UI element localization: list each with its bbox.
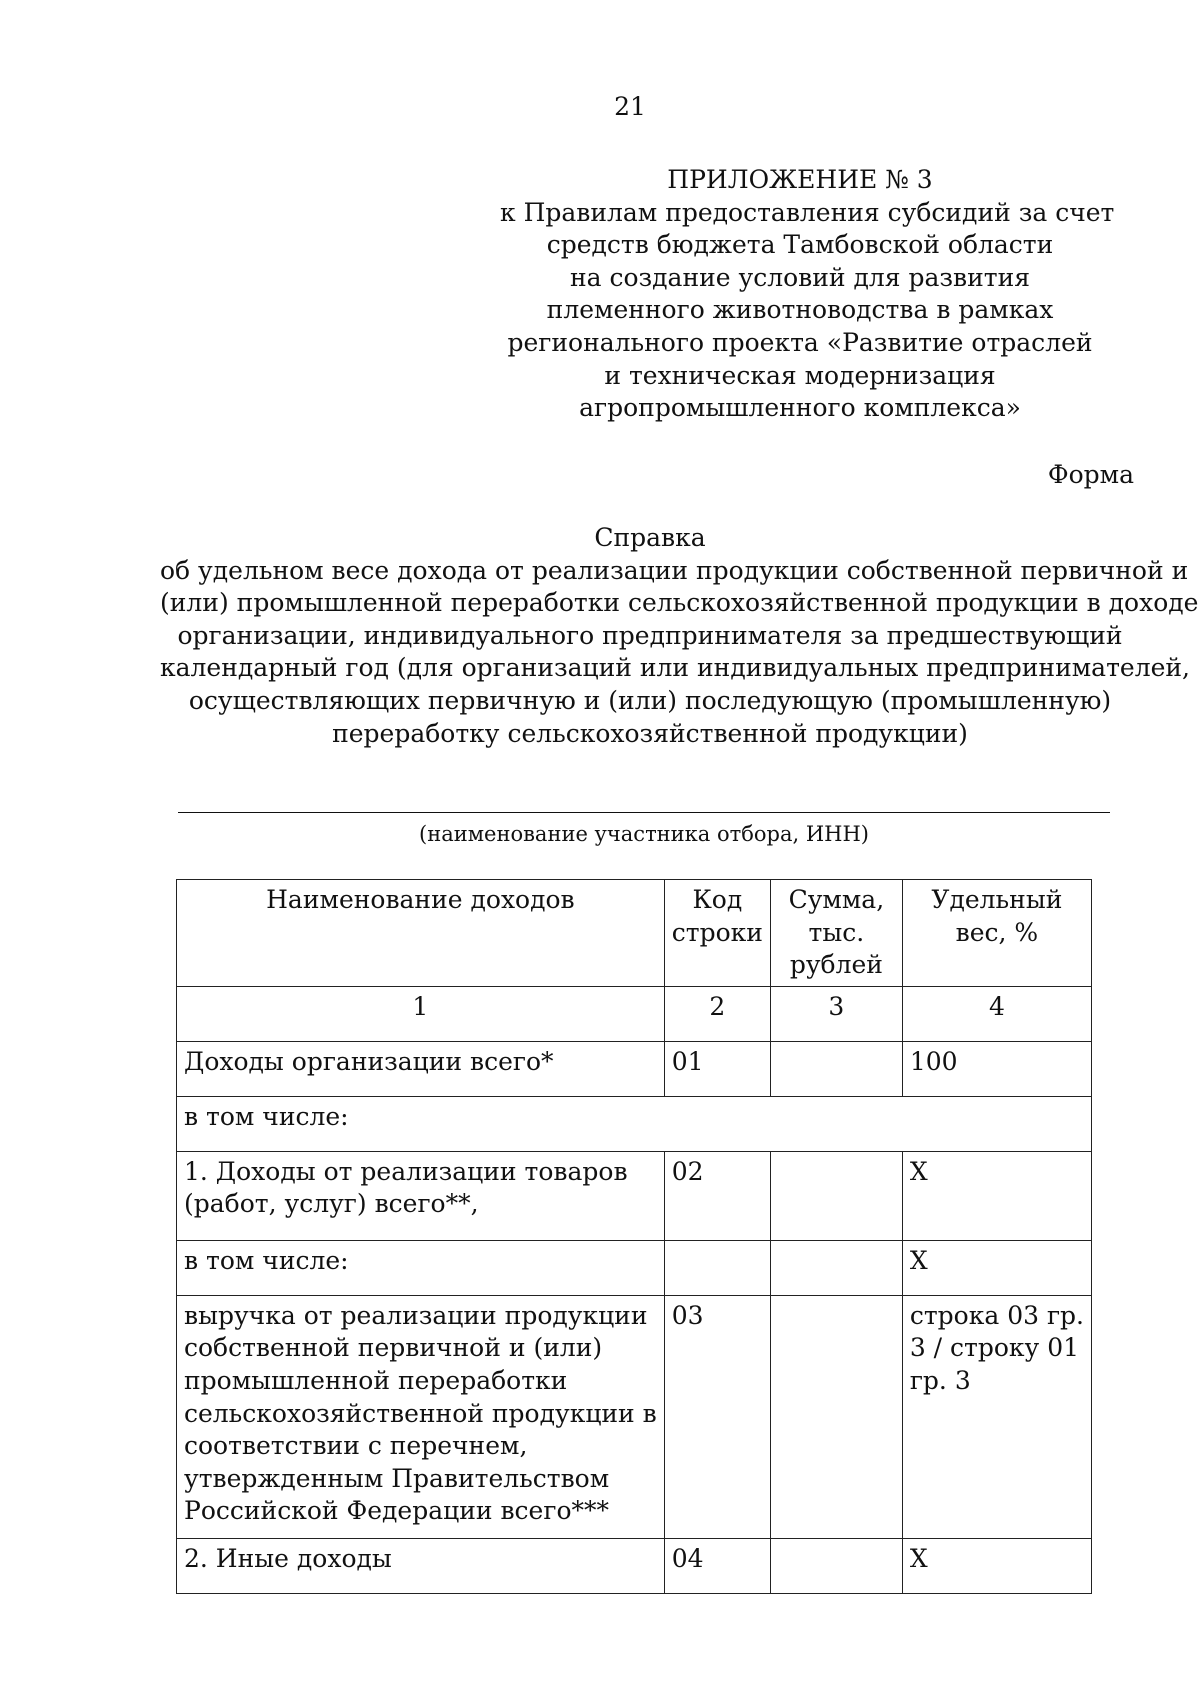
row-name-line: утвержденным Правительством: [184, 1463, 610, 1493]
title-line: переработку сельскохозяйственной продукции): [332, 718, 968, 748]
header-weight: [902, 880, 1091, 987]
header-code: [664, 880, 770, 987]
row-code: [664, 1240, 770, 1295]
appendix-line: регионального проекта «Развитие отраслей: [507, 327, 1093, 357]
header-code-line: Код: [692, 885, 743, 914]
appendix-line: агропромышленного комплекса»: [579, 393, 1021, 423]
title-line: Справка: [594, 523, 706, 552]
header-sum: [770, 880, 902, 987]
table-row: [177, 1295, 1092, 1538]
row-name: 2. Иные доходы: [177, 1538, 665, 1593]
row-name-line: собственной первичной и (или): [184, 1333, 603, 1363]
row-weight: Х: [902, 1151, 1091, 1240]
header-name-text: Наименование доходов: [266, 885, 575, 914]
row-sum-cell[interactable]: [770, 1538, 902, 1593]
row-code: 02: [664, 1151, 770, 1240]
row-weight: 100: [902, 1041, 1091, 1096]
row-name-line: (работ, услуг) всего**,: [184, 1189, 479, 1219]
title-line: об удельном весе дохода от реализации продукции собственной первичной и: [160, 555, 1189, 585]
row-code: 03: [664, 1295, 770, 1538]
row-weight-line: строка 03 гр.: [909, 1300, 1084, 1330]
title-line: календарный год (для организаций или индивидуальных предпринимателей,: [160, 653, 1190, 683]
row-weight: Х: [902, 1538, 1091, 1593]
table-header-row: [177, 880, 1092, 987]
row-name-line: сельскохозяйственной продукции в: [184, 1398, 657, 1428]
row-code: 04: [664, 1538, 770, 1593]
form-label: Форма: [1047, 460, 1134, 489]
title-line: организации, индивидуального предпринимателя за предшествующий: [177, 620, 1123, 650]
row-name: [177, 1151, 665, 1240]
header-sum-line: Сумма, тыс.: [788, 885, 885, 947]
appendix-line: ПРИЛОЖЕНИЕ № 3: [667, 165, 933, 194]
column-number: 4: [902, 986, 1091, 1041]
appendix-line: средств бюджета Тамбовской области: [546, 230, 1054, 260]
header-code-line: строки: [671, 917, 763, 947]
row-name: в том числе:: [177, 1096, 1092, 1151]
row-sum-cell[interactable]: [770, 1151, 902, 1240]
row-name: [177, 1295, 665, 1538]
row-name-line: 1. Доходы от реализации товаров: [184, 1156, 628, 1186]
appendix-line: и техническая модернизация: [604, 360, 996, 390]
row-sum-cell[interactable]: [770, 1041, 902, 1096]
appendix-line: к Правилам предоставления субсидий за счет: [500, 197, 1115, 227]
header-weight-line: Удельный: [931, 885, 1063, 914]
appendix-line: на создание условий для развития: [569, 262, 1031, 292]
row-weight: [902, 1295, 1091, 1538]
row-weight-line: 3 / строку 01: [909, 1333, 1080, 1363]
row-name-line: выручка от реализации продукции: [184, 1300, 648, 1330]
row-name-line: соответствии с перечнем,: [184, 1431, 528, 1461]
participant-name-line: [178, 812, 1110, 813]
participant-caption: (наименование участника отбора, ИНН): [419, 822, 869, 846]
appendix-line: племенного животноводства в рамках: [546, 295, 1054, 325]
header-sum-line: рублей: [789, 950, 883, 980]
row-name: Доходы организации всего*: [177, 1041, 665, 1096]
header-name: [177, 880, 665, 987]
document-title: [160, 522, 1199, 750]
row-weight-line: гр. 3: [909, 1365, 971, 1395]
table-row: [177, 1538, 1092, 1593]
column-number: 1: [177, 986, 665, 1041]
row-code: 01: [664, 1041, 770, 1096]
column-number: 2: [664, 986, 770, 1041]
table-row: [177, 1096, 1092, 1151]
table-row: [177, 1041, 1092, 1096]
column-number-row: [177, 986, 1092, 1041]
income-table: [176, 879, 1092, 1594]
row-name-line: промышленной переработки: [184, 1365, 568, 1395]
column-number: 3: [770, 986, 902, 1041]
appendix-heading: [500, 164, 1115, 425]
page-number: 21: [614, 92, 646, 121]
table-row: [177, 1151, 1092, 1240]
title-line: (или) промышленной переработки сельскохозяйственной продукции в доходе: [160, 588, 1199, 618]
row-sum-cell[interactable]: [770, 1295, 902, 1538]
table-row: [177, 1240, 1092, 1295]
row-weight: Х: [902, 1240, 1091, 1295]
row-name-line: Российской Федерации всего***: [184, 1496, 609, 1526]
row-name: в том числе:: [177, 1240, 665, 1295]
row-sum-cell[interactable]: [770, 1240, 902, 1295]
title-line: осуществляющих первичную и (или) последующую (промышленную): [188, 685, 1112, 715]
header-weight-line: вес, %: [955, 917, 1039, 947]
